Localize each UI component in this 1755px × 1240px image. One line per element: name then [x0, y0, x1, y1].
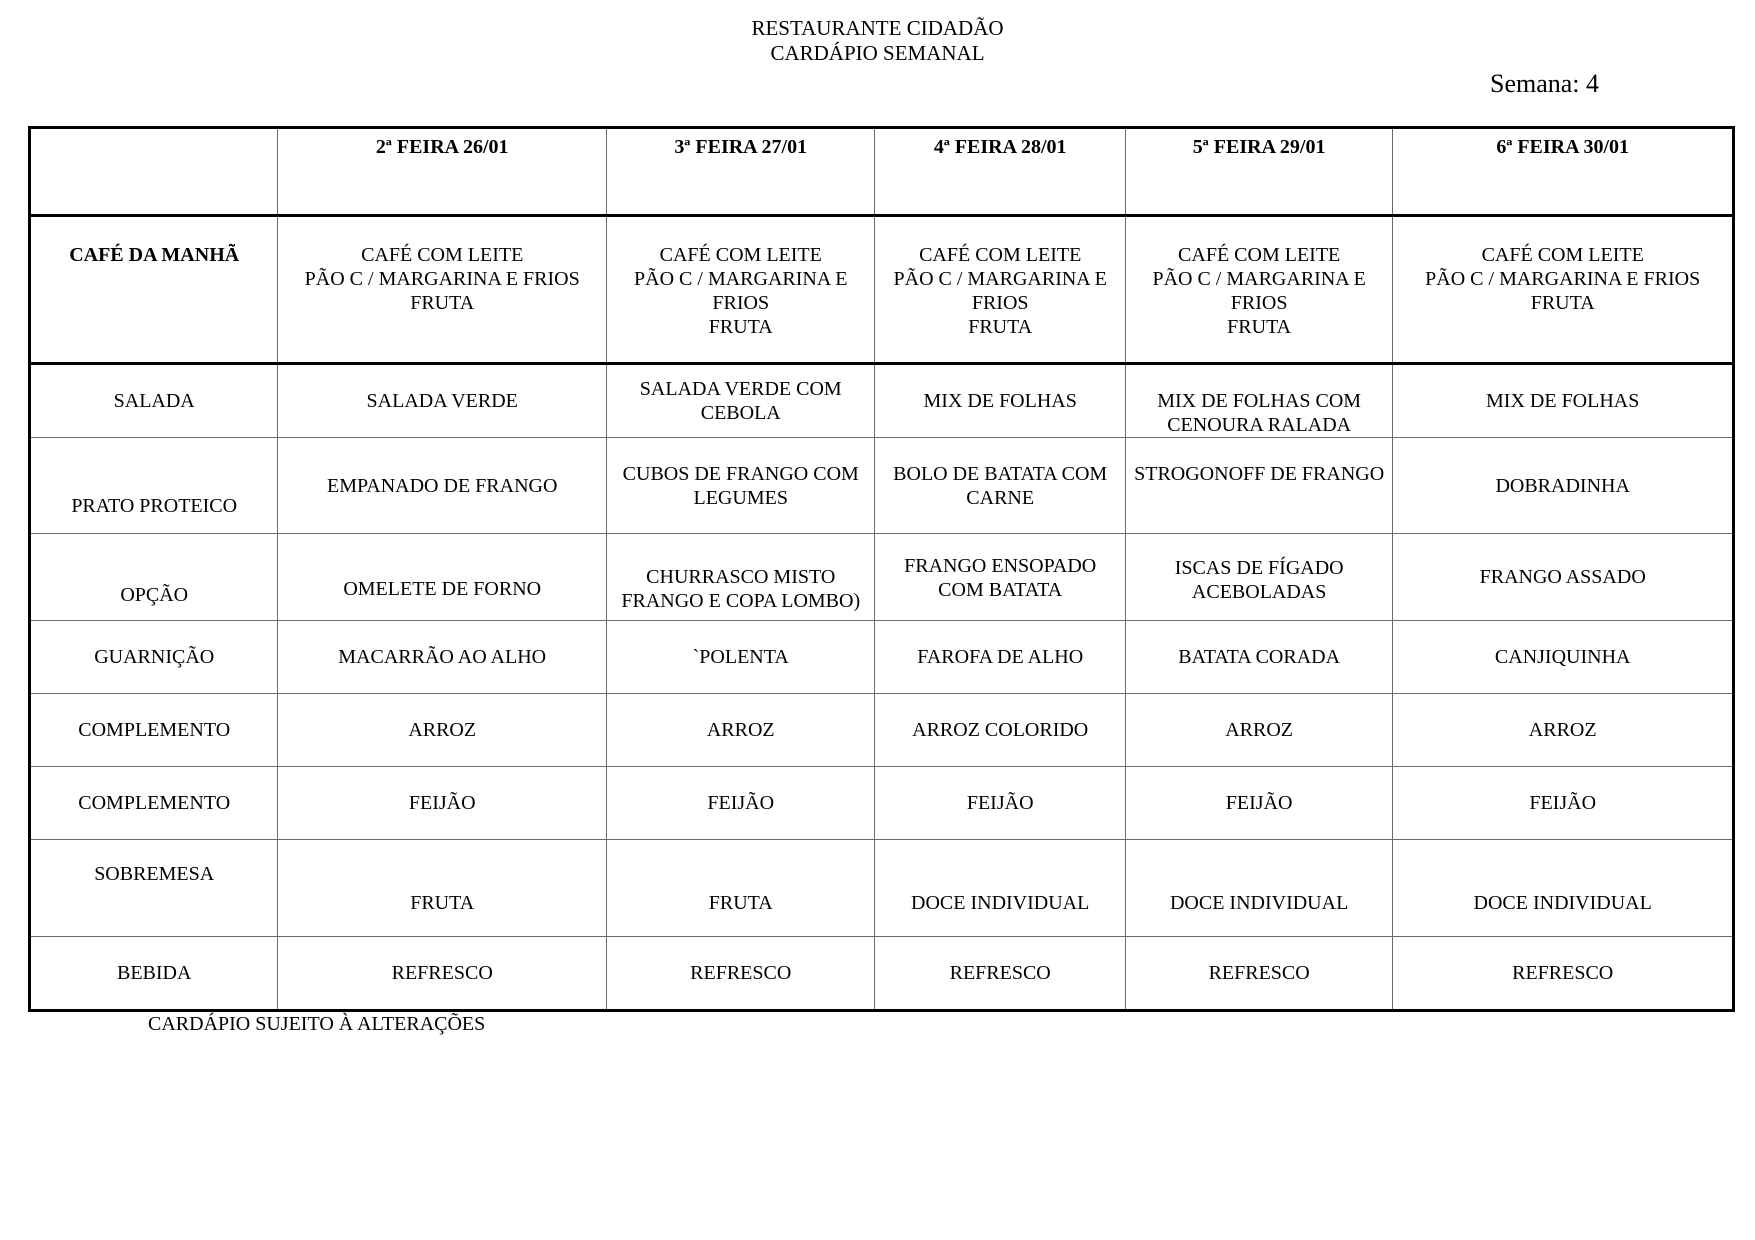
- salad-cell: MIX DE FOLHAS: [1393, 364, 1734, 438]
- drink-cell: REFRESCO: [1125, 937, 1392, 1011]
- document-title: [0, 16, 1755, 66]
- day-header-thursday: 5ª FEIRA 29/01: [1125, 128, 1392, 216]
- complement-cell: ARROZ: [278, 694, 607, 767]
- breakfast-item: FRUTA: [708, 316, 773, 338]
- breakfast-cell: [1125, 216, 1392, 364]
- breakfast-item: CAFÉ COM LEITE: [1481, 244, 1644, 266]
- salad-cell: MIX DE FOLHAS: [875, 364, 1125, 438]
- protein-cell: EMPANADO DE FRANGO: [278, 438, 607, 534]
- row-label-salad: SALADA: [30, 364, 278, 438]
- table-row: [30, 840, 1734, 937]
- protein-cell: CUBOS DE FRANGO COM LEGUMES: [607, 438, 875, 534]
- breakfast-item: PÃO C / MARGARINA E FRIOS: [1152, 268, 1366, 314]
- menu-subtitle: CARDÁPIO SEMANAL: [770, 41, 985, 65]
- breakfast-item: CAFÉ COM LEITE: [659, 244, 822, 266]
- side-dish-cell: CANJIQUINHA: [1393, 621, 1734, 694]
- table-row: [30, 621, 1734, 694]
- corner-cell: [30, 128, 278, 216]
- dessert-cell: FRUTA: [278, 840, 607, 937]
- breakfast-item: PÃO C / MARGARINA E FRIOS: [1425, 268, 1701, 290]
- side-dish-cell: FAROFA DE ALHO: [875, 621, 1125, 694]
- breakfast-item: FRUTA: [410, 292, 475, 314]
- table-row: [30, 694, 1734, 767]
- breakfast-cell: [607, 216, 875, 364]
- side-dish-cell: MACARRÃO AO ALHO: [278, 621, 607, 694]
- breakfast-item: FRUTA: [1227, 316, 1292, 338]
- weekly-menu-table: [28, 126, 1735, 1012]
- option-cell: FRANGO ENSOPADO COM BATATA: [875, 534, 1125, 621]
- day-header-monday: 2ª FEIRA 26/01: [278, 128, 607, 216]
- complement-cell: FEIJÃO: [278, 767, 607, 840]
- complement-cell: ARROZ: [607, 694, 875, 767]
- day-header-friday: 6ª FEIRA 30/01: [1393, 128, 1734, 216]
- table-row: [30, 364, 1734, 438]
- salad-cell: MIX DE FOLHAS COM CENOURA RALADA: [1125, 364, 1392, 438]
- dessert-cell: DOCE INDIVIDUAL: [1393, 840, 1734, 937]
- breakfast-item: CAFÉ COM LEITE: [919, 244, 1082, 266]
- day-header-tuesday: 3ª FEIRA 27/01: [607, 128, 875, 216]
- day-header-wednesday: 4ª FEIRA 28/01: [875, 128, 1125, 216]
- table-row: [30, 534, 1734, 621]
- dessert-cell: DOCE INDIVIDUAL: [1125, 840, 1392, 937]
- row-label-dessert: SOBREMESA: [30, 840, 278, 937]
- option-cell: FRANGO ASSADO: [1393, 534, 1734, 621]
- complement-cell: FEIJÃO: [1125, 767, 1392, 840]
- complement-cell: FEIJÃO: [875, 767, 1125, 840]
- row-label-complement: COMPLEMENTO: [30, 767, 278, 840]
- breakfast-item: CAFÉ COM LEITE: [1178, 244, 1341, 266]
- complement-cell: ARROZ: [1393, 694, 1734, 767]
- breakfast-cell: [1393, 216, 1734, 364]
- breakfast-cell: [278, 216, 607, 364]
- option-cell: OMELETE DE FORNO: [278, 534, 607, 621]
- option-cell: ISCAS DE FÍGADO ACEBOLADAS: [1125, 534, 1392, 621]
- row-label-complement: COMPLEMENTO: [30, 694, 278, 767]
- menu-disclaimer: CARDÁPIO SUJEITO À ALTERAÇÕES: [148, 1013, 486, 1035]
- row-label-option: OPÇÃO: [30, 534, 278, 621]
- breakfast-cell: [875, 216, 1125, 364]
- side-dish-cell: BATATA CORADA: [1125, 621, 1392, 694]
- breakfast-item: PÃO C / MARGARINA E FRIOS: [893, 268, 1107, 314]
- drink-cell: REFRESCO: [607, 937, 875, 1011]
- breakfast-item: CAFÉ COM LEITE: [361, 244, 524, 266]
- complement-cell: FEIJÃO: [607, 767, 875, 840]
- protein-cell: BOLO DE BATATA COM CARNE: [875, 438, 1125, 534]
- salad-cell: SALADA VERDE COM CEBOLA: [607, 364, 875, 438]
- side-dish-cell: `POLENTA: [607, 621, 875, 694]
- drink-cell: REFRESCO: [278, 937, 607, 1011]
- breakfast-item: PÃO C / MARGARINA E FRIOS: [304, 268, 580, 290]
- option-cell: CHURRASCO MISTO FRANGO E COPA LOMBO): [607, 534, 875, 621]
- table-row: [30, 438, 1734, 534]
- breakfast-item: FRUTA: [1530, 292, 1595, 314]
- salad-cell: SALADA VERDE: [278, 364, 607, 438]
- week-label: Semana: 4: [1490, 69, 1600, 98]
- protein-cell: DOBRADINHA: [1393, 438, 1734, 534]
- complement-cell: ARROZ COLORIDO: [875, 694, 1125, 767]
- dessert-cell: DOCE INDIVIDUAL: [875, 840, 1125, 937]
- dessert-cell: FRUTA: [607, 840, 875, 937]
- table-row: [30, 937, 1734, 1011]
- complement-cell: FEIJÃO: [1393, 767, 1734, 840]
- breakfast-item: PÃO C / MARGARINA E FRIOS: [634, 268, 848, 314]
- restaurant-name: RESTAURANTE CIDADÃO: [751, 16, 1004, 40]
- drink-cell: REFRESCO: [875, 937, 1125, 1011]
- protein-cell: STROGONOFF DE FRANGO: [1125, 438, 1392, 534]
- row-label-side-dish: GUARNIÇÃO: [30, 621, 278, 694]
- breakfast-item: FRUTA: [968, 316, 1033, 338]
- header-row: [30, 128, 1734, 216]
- table-row: [30, 216, 1734, 364]
- table-row: [30, 767, 1734, 840]
- row-label-drink: BEBIDA: [30, 937, 278, 1011]
- row-label-protein: PRATO PROTEICO: [30, 438, 278, 534]
- complement-cell: ARROZ: [1125, 694, 1392, 767]
- row-label-breakfast: CAFÉ DA MANHÃ: [30, 216, 278, 364]
- drink-cell: REFRESCO: [1393, 937, 1734, 1011]
